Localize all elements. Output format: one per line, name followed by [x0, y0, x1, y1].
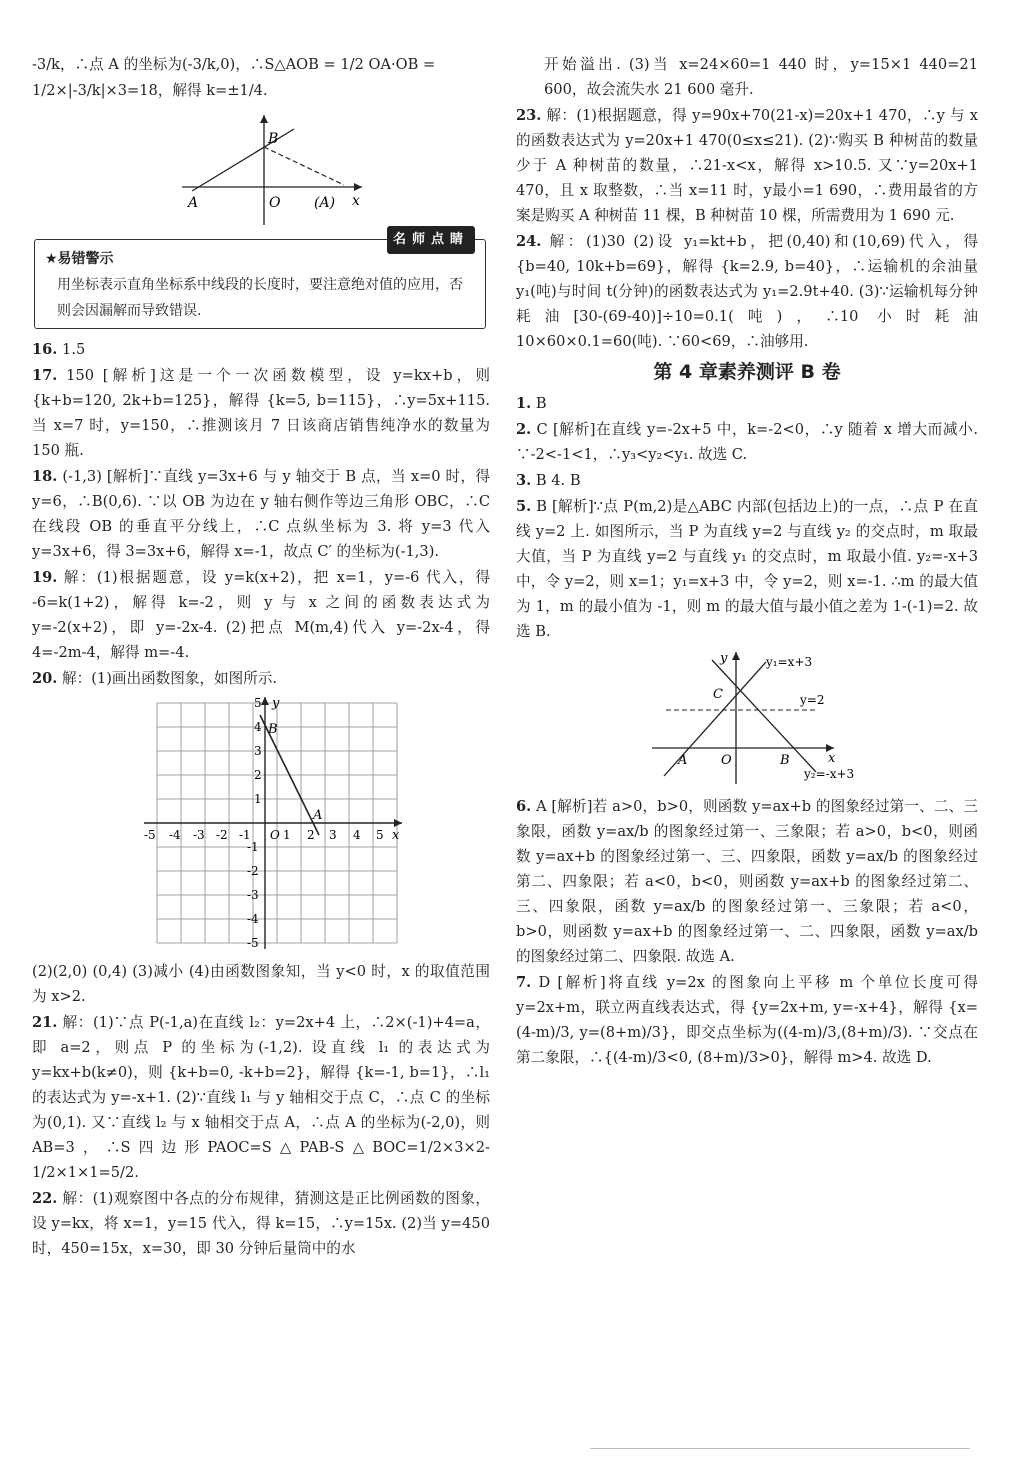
- left-column: [32, 52, 490, 1262]
- fig1-label-b: B: [268, 131, 279, 147]
- y-tick-3: 3: [254, 744, 262, 758]
- answer-22-num: 22.: [32, 1190, 58, 1207]
- answer-17-text: 150 [解析]这是一个一次函数模型，设 y=kx+b，则 {k+b=120, 2k+b=125}，解得 {k=5, b=115}，∴y=5x+115. 当 x=7 时，y=150，∴推测该月 7 日该商店销售纯净水的数量为 150 瓶.: [32, 367, 491, 459]
- x-tick-1: 1: [283, 828, 291, 842]
- fig1-label-x: x: [352, 193, 360, 209]
- x-tick-3: 3: [329, 828, 337, 842]
- fig2-axis-x: x: [392, 828, 400, 843]
- y-tick-5: 5: [254, 696, 262, 710]
- answer-18-num: 18.: [32, 468, 58, 485]
- answer-22: [32, 1186, 490, 1261]
- answer-20-part2: (2)(2,0) (0,4) (3)减小 (4)由函数图象知，当 y<0 时，x 的取值范围为 x>2.: [32, 963, 490, 1005]
- answer-24-num: 24.: [516, 233, 542, 250]
- x-tick-m4: -4: [169, 828, 181, 842]
- answer-17-num: 17.: [32, 367, 58, 384]
- answer-b-2: [516, 417, 978, 467]
- answer-19: [32, 565, 490, 665]
- grid-function-graph: [32, 695, 490, 953]
- fig3-y2-line-label: y=2: [800, 693, 825, 707]
- answer-b-1-num: 1.: [516, 395, 532, 412]
- fig1-label-o: O: [269, 195, 281, 211]
- answer-17: [32, 363, 490, 463]
- answer-16-num: 16.: [32, 341, 58, 358]
- answer-16-text: 1.5: [62, 341, 86, 358]
- answer-23-num: 23.: [516, 107, 542, 124]
- answer-b-1-text: B: [535, 395, 547, 412]
- x-tick-m1: -1: [239, 828, 251, 842]
- fig1-label-a-paren: (A): [314, 195, 336, 211]
- y-tick-1: 1: [254, 792, 262, 806]
- section-title: 第 4 章素养测评 B 卷: [653, 361, 841, 383]
- answer-18-text: (-1,3) [解析]∵直线 y=3x+6 与 y 轴交于 B 点，当 x=0 时，得 y=6，∴B(0,6). ∵以 OB 为边在 y 轴右侧作等边三角形 OBC，∴C 在线段 OB 的垂直平分线上，∴C 点纵坐标为 3. 将 y=3 代入 y=3x+6，得 3=3x+6，解得 x=-1，故点 C′ 的坐标为(-1,3).: [32, 468, 490, 560]
- fig3-point-c: C: [713, 687, 723, 702]
- fig3-point-b: B: [780, 753, 790, 768]
- answer-b-5-text: B [解析]∵点 P(m,2)是△ABC 内部(包括边上)的一点，∴点 P 在直线 y=2 上. 如图所示，当 P 为直线 y=2 与直线 y₂ 的交点时，m 取最大值，当 P 为直线 y=2 与直线 y₁ 的交点时，m 取最小值. y₂=-x+3 中，令 y=2，则 x=1；y₁=x+3 中，令 y=2，则 x=-1. ∴m 的最大值为 1，m 的最小值为 -1，则 m 的最大值与最小值之差为 1-(-1)=2. 故选 B.: [516, 498, 978, 640]
- fig1-label-a: A: [188, 195, 199, 211]
- answer-b-7: [516, 970, 978, 1070]
- fig3-axis-x: x: [828, 751, 836, 766]
- x-tick-5: 5: [376, 828, 384, 842]
- origin-label: O: [270, 828, 280, 842]
- y-tick-m5: -5: [247, 936, 259, 950]
- teacher-tip-badge: 名师点睛: [387, 226, 475, 254]
- answer-b-6: [516, 794, 978, 969]
- fig3-axis-y: y: [720, 651, 728, 666]
- answer-b-5: [516, 494, 978, 644]
- answer-24: [516, 229, 978, 354]
- x-tick-m2: -2: [216, 828, 228, 842]
- line-figure-ab: [32, 107, 490, 229]
- fig2-point-b: B: [268, 722, 278, 737]
- answer-20: [32, 666, 490, 691]
- warning-title: ★易错警示: [45, 251, 114, 267]
- answer-b-7-num: 7.: [516, 974, 532, 991]
- x-tick-m3: -3: [193, 828, 205, 842]
- fig3-y1-label: y₁=x+3: [766, 655, 813, 669]
- y-tick-m1: -1: [247, 840, 259, 854]
- fig2-point-a: A: [313, 808, 323, 823]
- answer-16: [32, 337, 490, 362]
- y-tick-4: 4: [254, 720, 262, 734]
- x-tick-2: 2: [307, 828, 315, 842]
- fig3-y2-label: y₂=-x+3: [804, 767, 855, 781]
- triangle-lines-figure: [516, 648, 978, 788]
- y-tick-m3: -3: [247, 888, 259, 902]
- page-bottom-rule: [590, 1448, 970, 1449]
- answer-b-2-num: 2.: [516, 421, 532, 438]
- answer-b-3-num: 3.: [516, 472, 532, 489]
- answer-b-3-4: [516, 468, 978, 493]
- x-tick-4: 4: [353, 828, 361, 842]
- y-tick-2: 2: [254, 768, 262, 782]
- fig2-axis-y: y: [272, 696, 280, 711]
- answer-b-7-text: D [解析]将直线 y=2x 的图象向上平移 m 个单位长度可得 y=2x+m，联立两直线表达式，得 {y=2x+m, y=-x+4}，解得 {x=(4-m)/3, y=(8+m)/3}，即交点坐标为((4-m)/3,(8+m)/3). ∵交点在第二象限，∴{(4-m)/3<0, (8+m)/3>0}，解得 m>4. 故选 D.: [516, 974, 978, 1066]
- answer-19-text: 解：(1)根据题意，设 y=k(x+2)，把 x=1，y=-6 代入，得 -6=k(1+2)，解得 k=-2，则 y 与 x 之间的函数表达式为 y=-2(x+2)，即 y=-2x-4. (2)把点 M(m,4)代入 y=-2x-4，得 4=-2m-4，解得 m=-4.: [32, 569, 491, 661]
- warning-text: 用坐标表示直角坐标系中线段的长度时，要注意绝对值的应用，否则会因漏解而导致错误.: [57, 277, 463, 319]
- answer-b-2-text: C [解析]在直线 y=-2x+5 中，k=-2<0，∴y 随着 x 增大而减小. ∵-2<-1<1，∴y₃<y₂<y₁. 故选 C.: [516, 421, 978, 463]
- fig3-point-a: A: [678, 753, 688, 768]
- warning-box: [34, 232, 486, 329]
- y-tick-m4: -4: [247, 912, 259, 926]
- answer-b-3-4-text: B 4. B: [535, 472, 581, 489]
- y-tick-m2: -2: [247, 864, 259, 878]
- answer-19-num: 19.: [32, 569, 58, 586]
- fig3-origin: O: [721, 753, 732, 768]
- answer-b-6-num: 6.: [516, 798, 532, 815]
- right-column: [516, 52, 978, 1071]
- answer-24-text: 解：(1)30 (2)设 y₁=kt+b，把(0,40)和(10,69)代入，得 {b=40, 10k+b=69}，解得 {k=2.9, b=40}，∴运输机的余油量 y₁(吨)与时间 t(分钟)的函数表达式为 y₁=2.9t+40. (3)∵运输机每分钟耗油[30-(69-40)]÷10=0.1(吨)，∴10 小时耗油 10×60×0.1=60(吨). ∵60<69，∴油够用.: [516, 233, 979, 350]
- prev-solution-line-2: 1/2×|-3/k|×3=18，解得 k=±1/4.: [32, 82, 268, 99]
- answer-23-text: 解：(1)根据题意，得 y=90x+70(21-x)=20x+1 470，∴y 与 x 的函数表达式为 y=20x+1 470(0≤x≤21). (2)∵购买 B 种树苗的数量少于 A 种树苗的数量，∴21-x<x，解得 x>10.5. 又∵y=20x+1 470，且 x 取整数，∴当 x=11 时，y最小=1 690，∴费用最省的方案是购买 A 种树苗 11 棵，B 种树苗 10 棵，所需费用为 1 690 元.: [516, 107, 979, 224]
- answer-21: [32, 1010, 490, 1185]
- answer-b-1: [516, 391, 978, 416]
- answer-21-num: 21.: [32, 1014, 58, 1031]
- answer-21-text: 解：(1)∵点 P(-1,a)在直线 l₂：y=2x+4 上，∴2×(-1)+4=a，即 a=2，则点 P 的坐标为(-1,2). 设直线 l₁ 的表达式为 y=kx+b(k≠0)，则 {k+b=0, -k+b=2}，解得 {k=-1, b=1}，∴l₁ 的表达式为 y=-x+1. (2)∵直线 l₁ 与 y 轴相交于点 C，∴点 C 的坐标为(0,1). 又∵直线 l₂ 与 x 轴相交于点 A，∴点 A 的坐标为(-2,0)，则 AB=3，∴S四边形PAOC=S△PAB-S△BOC=1/2×3×2-1/2×1×1=5/2.: [32, 1014, 491, 1181]
- x-tick-m5: -5: [144, 828, 156, 842]
- answer-18: [32, 464, 490, 564]
- answer-22-text: 解：(1)观察图中各点的分布规律，猜测这是正比例函数的图象，设 y=kx，将 x=1，y=15 代入，得 k=15，∴y=15x. (2)当 y=450 时，450=15x，x=30，即 30 分钟后量筒中的水: [32, 1190, 490, 1257]
- x-tick-labels: [144, 828, 384, 842]
- answer-b-6-text: A [解析]若 a>0，b>0，则函数 y=ax+b 的图象经过第一、二、三象限，函数 y=ax/b 的图象经过第一、三象限；若 a>0，b<0，则函数 y=ax+b 的图象经过第一、三、四象限，函数 y=ax/b 的图象经过第二、四象限；若 a<0，b<0，则函数 y=ax+b 的图象经过第二、三、四象限，函数 y=ax/b 的图象经过第一、三象限；若 a<0，b>0，则函数 y=ax+b 的图象经过第一、二、四象限，函数 y=ax/b 的图象经过第二、四象限. 故选 A.: [516, 798, 979, 965]
- answer-20-text: 解：(1)画出函数图象，如图所示.: [62, 670, 278, 687]
- answer-22-continued: 开始溢出. (3)当 x=24×60=1 440 时，y=15×1 440=21 600，故会流失水 21 600 毫升.: [544, 56, 978, 98]
- answer-b-5-num: 5.: [516, 498, 532, 515]
- prev-solution-line-1: -3/k，∴点 A 的坐标为(-3/k,0)，∴S△AOB = 1/2 OA·OB =: [32, 56, 436, 73]
- answer-23: [516, 103, 978, 228]
- answer-20-num: 20.: [32, 670, 58, 687]
